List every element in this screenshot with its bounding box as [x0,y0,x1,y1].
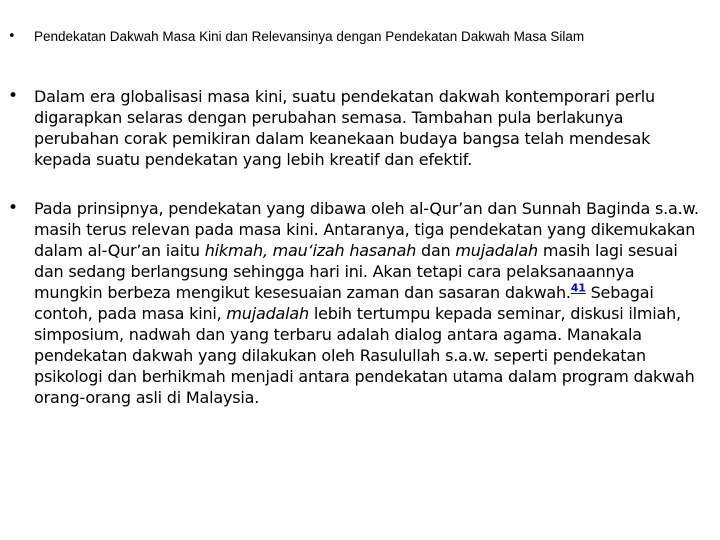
paragraph-segment: lebih tertumpu kepada seminar, diskusi ilmiah, simposium, nadwah dan yang terbaru adalah dialog antara agama. Manakala pendekatan dakwah yang dilakukan oleh Rasulullah s.a.w. seperti pendekatan psikologi dan berhikmah menjadi antara pendekatan utama dalam program dakwah orang-orang asli di Malaysia. [34,304,695,407]
bullet-point: • [8,29,16,44]
paragraph-text-1: Dalam era globalisasi masa kini, suatu pendekatan dakwah kontemporari perlu digarapkan selaras dengan perubahan semasa. Tambahan pula berlakunya perubahan corak pemikiran dalam keanekaan budaya bangsa telah mendesak kepada suatu pendekatan yang lebih kreatif dan efektif. [34,87,655,169]
bullet-point: • [8,86,19,106]
italic-term: mujadalah [226,304,309,323]
paragraph-segment: dan [416,241,456,260]
paragraph-segment: Pada prinsipnya, pendekatan yang dibawa oleh al-Qur’an dan Sunnah Baginda s.a.w. masih terus relevan pada masa kini. Antaranya, tiga pendekatan yang dikemukakan dalam al-Qur’an iaitu [34,199,699,260]
bullet-point: • [8,198,19,218]
paragraph-segment: Sebagai contoh, pada masa kini, [34,283,654,323]
footnote-link[interactable]: 41 [570,281,586,295]
heading-text: Pendekatan Dakwah Masa Kini dan Relevansinya dengan Pendekatan Dakwah Masa Silam [34,29,585,44]
paragraph-segment: masih lagi sesuai dan sedang berlangsung sehingga hari ini. Akan tetapi cara pelaksanaannya mungkin berbeza mengikut kesesuaian zaman dan sasaran dakwah. [34,241,678,302]
italic-term: hikmah, mau‘izah hasanah [204,241,417,260]
italic-term: mujadalah [455,241,538,260]
paragraph-text-2 [34,198,702,408]
